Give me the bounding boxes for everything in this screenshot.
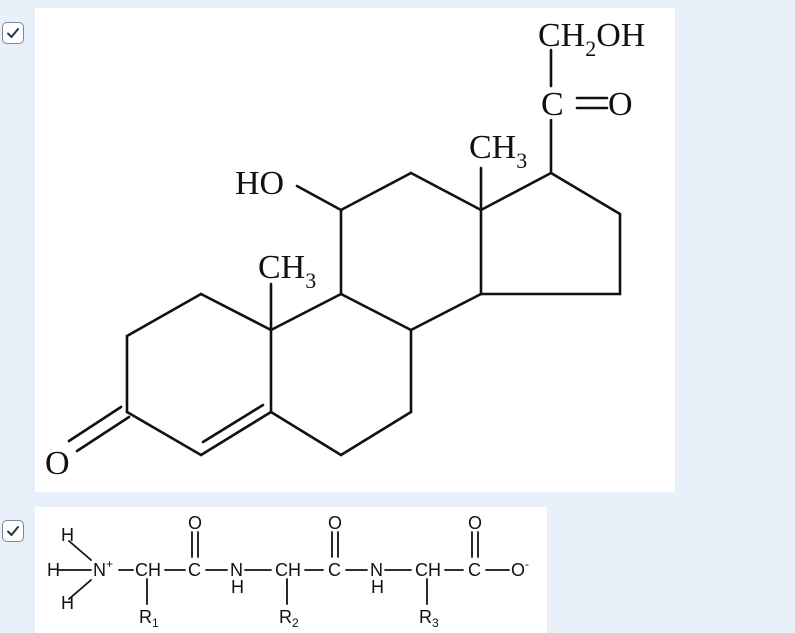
carbonyl-3-c-label: C [468,560,481,580]
option-2-checkbox[interactable] [2,520,24,542]
ch3-top-label: $CH_3$ [469,129,528,173]
option-2-card[interactable] [35,507,547,633]
carbonyl-1-c-label: C [188,560,201,580]
h-top-label: H [61,525,74,545]
h-left-label: H [47,560,60,580]
r2-label: $R_2$ [279,607,299,630]
r1-label: $R_1$ [139,607,159,630]
carbonyl-2-o-label: O [328,513,343,533]
h-bottom-label: H [61,593,74,613]
carbonyl-c-label: C [541,86,564,123]
carboxylate-o-label: O- [511,557,530,580]
ho-label: HO [235,165,285,202]
ch3-mid-label: $CH_3$ [258,249,317,293]
carbonyl-2-c-label: C [328,560,341,580]
checkmark-icon [6,524,20,538]
nh-2-h-label: H [371,577,384,597]
nh-2-n-label: N [370,560,383,580]
ch-3-label: CH [415,560,441,580]
carbonyl-3-o-label: O [468,513,483,533]
ketone-o-label: O [45,445,70,482]
nh-1-h-label: H [231,577,244,597]
option-1-checkbox[interactable] [2,22,24,44]
ch-1-label: CH [135,560,161,580]
nh-1-n-label: N [230,560,243,580]
r3-label: $R_3$ [419,607,439,630]
ch-2-label: CH [275,560,301,580]
option-1-card[interactable] [35,8,675,492]
carbonyl-1-o-label: O [188,513,203,533]
carbonyl-o-label: O [608,86,633,123]
checkmark-icon [6,26,20,40]
tripeptide-structure [35,507,547,633]
ch2oh-label: $CH_2OH$ [538,17,646,61]
steroid-structure [35,8,675,492]
n-plus-label: N+ [93,557,114,580]
